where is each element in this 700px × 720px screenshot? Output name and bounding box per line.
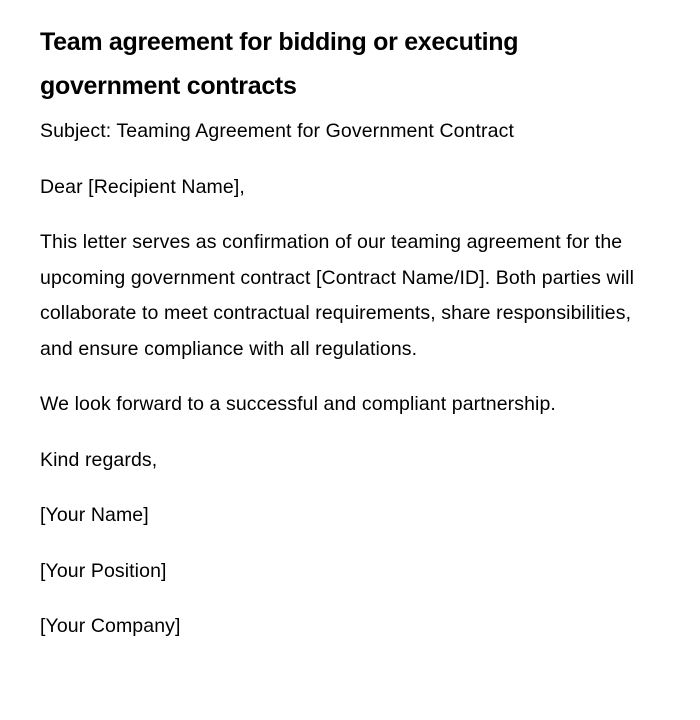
closing-line: We look forward to a successful and compliant partnership. bbox=[40, 393, 556, 415]
signoff: Kind regards, bbox=[40, 448, 158, 471]
subject-line: Subject: Teaming Agreement for Government Contract bbox=[40, 120, 514, 142]
salutation: Dear [Recipient Name], bbox=[40, 175, 245, 198]
letter-document bbox=[40, 20, 660, 665]
document-title: Team agreement for bidding or executing government contracts bbox=[40, 28, 519, 100]
signature-company: [Your Company] bbox=[40, 615, 181, 637]
signature-name: [Your Name] bbox=[40, 504, 149, 526]
signature-position: [Your Position] bbox=[40, 559, 167, 582]
body-paragraph: This letter serves as confirmation of our teaming agreement for the upcoming government contract [Contract Name/ID]. Both parties will collaborate to meet contractual requirements, share responsibilities, and ensure compliance with all regulations. bbox=[40, 231, 635, 360]
